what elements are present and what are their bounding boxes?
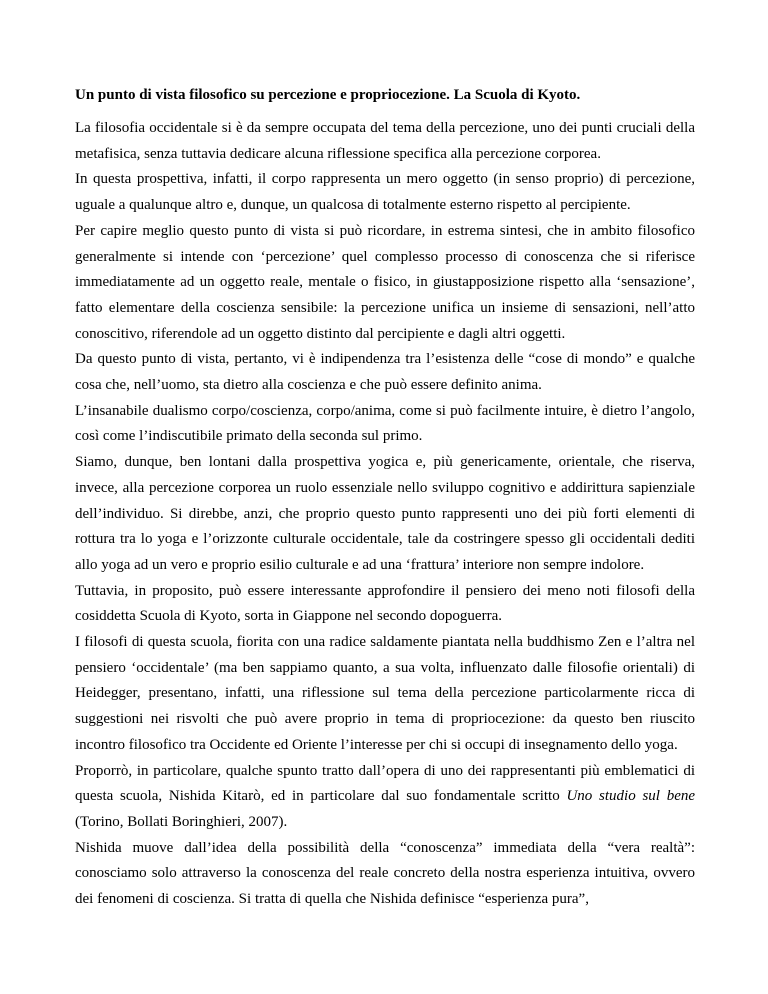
document-title: Un punto di vista filosofico su percezione e propriocezione. La Scuola di Kyoto. bbox=[75, 87, 581, 103]
paragraph-9-text-before: Proporrò, in particolare, qualche spunto tratto dall’opera di uno dei rappresentanti più emblematici di questa scuola, Nishida Kitarò, ed in particolare dal suo fondamentale scritto bbox=[75, 762, 695, 805]
paragraph-5: L’insanabile dualismo corpo/coscienza, corpo/anima, come si può facilmente intuire, è dietro l’angolo, così come l’indiscutibile primato della seconda sul primo. bbox=[75, 402, 695, 445]
paragraph-10: Nishida muove dall’idea della possibilità della “conoscenza” immediata della “vera realtà”: conosciamo solo attraverso la conoscenza del reale concreto della nostra esperienza intuitiva, ovvero dei fenomeni di coscienza. Si tratta di quella che Nishida definisce “esperienza pura”, bbox=[75, 839, 695, 908]
document-page bbox=[75, 84, 695, 913]
paragraph-8: I filosofi di questa scuola, fiorita con una radice saldamente piantata nella buddhismo Zen e l’altra nel pensiero ‘occidentale’ (ma ben sappiamo quanto, a sua volta, influenzato dalle filosofie orientali) di Heidegger, presentano, infatti, una riflessione sul tema della percezione particolarmente ricca di suggestioni nei risvolti che può avere proprio in tema di propriocezione: da questo ben riuscito incontro filosofico tra Occidente ed Oriente l’interesse per chi si occupi di insegnamento dello yoga. bbox=[75, 634, 695, 753]
paragraph-1: La filosofia occidentale si è da sempre occupata del tema della percezione, uno dei punti cruciali della metafisica, senza tuttavia dedicare alcuna riflessione specifica alla percezione corporea. bbox=[75, 120, 695, 162]
paragraph-4: Da questo punto di vista, pertanto, vi è indipendenza tra l’esistenza delle “cose di mondo” e qualche cosa che, nell’uomo, sta dietro alla coscienza e che può essere definito anima. bbox=[75, 351, 695, 394]
book-title: Uno studio sul bene bbox=[566, 788, 696, 805]
paragraph-6: Siamo, dunque, ben lontani dalla prospettiva yogica e, più genericamente, orientale, che riserva, invece, alla percezione corporea un ruolo essenziale nello sviluppo cognitivo e addirittura sapienziale dell’individuo. Si direbbe, anzi, che proprio questo punto rappresenti uno dei più forti elementi di rottura tra lo yoga e l’orizzonte culturale occidentale, tale da costringere spesso gli occidentali dediti allo yoga ad un vero e proprio esilio culturale e ad una ‘frattura’ interiore non sempre indolore. bbox=[75, 454, 695, 573]
paragraph-7: Tuttavia, in proposito, può essere interessante approfondire il pensiero dei meno noti filosofi della cosiddetta Scuola di Kyoto, sorta in Giappone nel secondo dopoguerra. bbox=[75, 582, 695, 625]
paragraph-2: In questa prospettiva, infatti, il corpo rappresenta un mero oggetto (in senso proprio) di percezione, uguale a qualunque altro e, dunque, un qualcosa di totalmente esterno rispetto al percipiente. bbox=[75, 171, 695, 214]
paragraph-9-text-after: (Torino, Bollati Boringhieri, 2007). bbox=[75, 813, 288, 830]
paragraph-9 bbox=[75, 759, 695, 836]
paragraph-3: Per capire meglio questo punto di vista si può ricordare, in estrema sintesi, che in ambito filosofico generalmente si intende con ‘percezione’ quel complesso processo di conoscenza che si riferisce immediatamente ad un oggetto reale, mentale o fisico, in giustapposizione rispetto alla ‘sensazione’, fatto elementare della coscienza sensibile: la percezione unifica un insieme di sensazioni, nell’atto conoscitivo, riferendole ad un oggetto distinto dal percipiente e dagli altri oggetti. bbox=[75, 222, 695, 342]
